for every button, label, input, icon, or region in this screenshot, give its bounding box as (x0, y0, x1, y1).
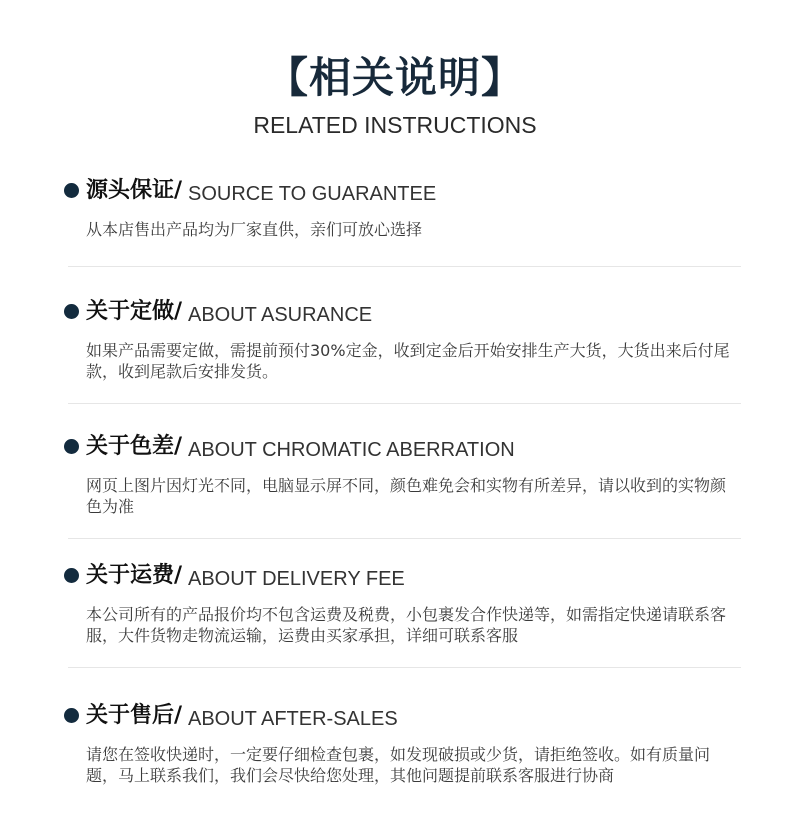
divider (68, 538, 741, 539)
section-source-guarantee (62, 176, 742, 239)
section-about-delivery-fee (62, 561, 742, 645)
section-heading (62, 176, 742, 210)
bullet-dot-icon (64, 708, 79, 723)
divider (68, 667, 741, 668)
section-body: 从本店售出产品均为厂家直供，亲们可放心选择 (86, 220, 423, 239)
section-about-color-difference (62, 432, 742, 516)
section-heading (62, 432, 742, 466)
page-subtitle: RELATED INSTRUCTIONS (253, 112, 537, 138)
bullet-dot-icon (64, 304, 79, 319)
section-title-en: ABOUT AFTER-SALES (188, 708, 398, 730)
section-body: 网页上图片因灯光不同，电脑显示屏不同，颜色难免会和实物有所差异，请以收到的实物颜色为准 (86, 476, 727, 516)
page-title: 【相关说明】 (265, 53, 524, 102)
bullet-dot-icon (64, 183, 79, 198)
section-title-cn: 关于色差/ (86, 434, 183, 459)
section-body: 请您在签收快递时，一定要仔细检查包裹，如发现破损或少货，请拒绝签收。如有质量问题，马上联系我们，我们会尽快给您处理，其他问题提前联系客服进行协商 (86, 745, 711, 785)
section-about-after-sales (62, 701, 742, 785)
section-body: 如果产品需要定做，需提前预付30%定金，收到定金后开始安排生产大货，大货出来后付尾款，收到尾款后安排发货。 (86, 341, 730, 381)
section-title-cn: 关于售后/ (86, 703, 183, 728)
section-title-cn: 源头保证/ (86, 178, 183, 203)
divider (68, 266, 741, 267)
section-title-en: SOURCE TO GUARANTEE (188, 183, 437, 205)
section-heading (62, 297, 742, 331)
section-title-en: ABOUT ASURANCE (188, 304, 373, 326)
section-title-en: ABOUT DELIVERY FEE (188, 568, 405, 590)
section-title-en: ABOUT CHROMATIC ABERRATION (188, 439, 515, 461)
section-title-cn: 关于定做/ (86, 299, 183, 324)
section-heading (62, 561, 742, 595)
section-heading (62, 701, 742, 735)
section-body: 本公司所有的产品报价均不包含运费及税费，小包裹发合作快递等，如需指定快递请联系客服，大件货物走物流运输，运费由买家承担，详细可联系客服 (86, 605, 727, 645)
bullet-dot-icon (64, 568, 79, 583)
section-about-custom (62, 297, 742, 381)
bullet-dot-icon (64, 439, 79, 454)
section-title-cn: 关于运费/ (86, 563, 183, 588)
divider (68, 403, 741, 404)
